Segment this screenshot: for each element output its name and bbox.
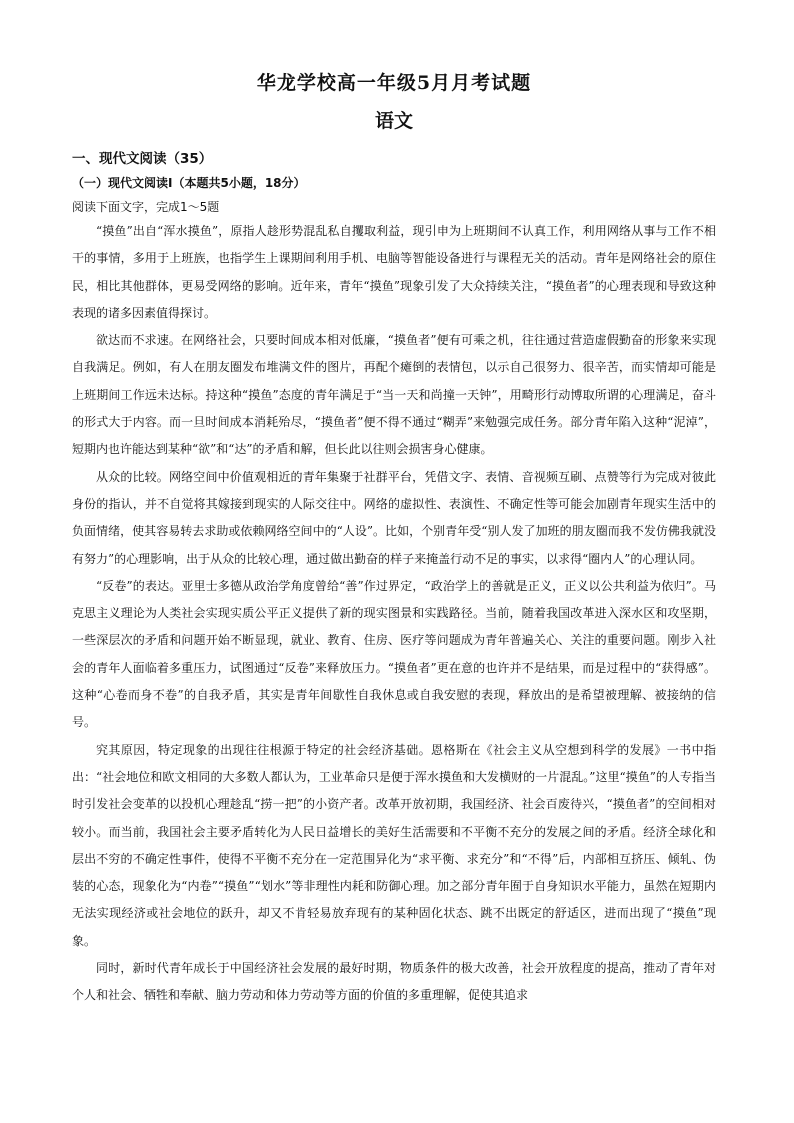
section-heading: 一、现代文阅读（35）: [72, 151, 213, 167]
subsection-heading: （一）现代文阅读Ⅰ（本题共5小题，18分）: [72, 176, 306, 190]
passage-paragraph: 欲达而不求速。在网络社会，只要时间成本相对低廉，“摸鱼者”便有可乘之机，往往通过营造虚假勤奋的形象来实现自我满足。例如，有人在朋友圈发布堆满文件的图片，再配个瘫倒的表情包，以示自己很努力、很辛苦，而实情却可能是上班期间工作远未达标。持这种“摸鱼”态度的青年满足于“当一天和尚撞一天钟”，用畸形行动博取所谓的心理满足，奋斗的形式大于内容。而一旦时间成本消耗殆尽，“摸鱼者”便不得不通过“糊弄”来勉强完成任务。部分青年陷入这种“泥淖”，短期内也许能达到某种“欲”和“达”的矛盾和解，但长此以往则会损害身心健康。: [72, 333, 716, 457]
exam-title: 华龙学校高一年级5月月考试题: [256, 72, 532, 94]
passage-paragraph: 同时，新时代青年成长于中国经济社会发展的最好时期，物质条件的极大改善，社会开放程度的提高，推动了青年对个人和社会、牺牲和奉献、脑力劳动和体力劳动等方面的价值的多重理解，促使其追求: [72, 961, 716, 1003]
passage-paragraph: 究其原因，特定现象的出现往往根源于特定的社会经济基础。恩格斯在《社会主义从空想到科学的发展》一书中指出：“社会地位和欧文相同的大多数人都认为，工业革命只是便于浑水摸鱼和大发横财的一片混乱。”这里“摸鱼”的人专指当时引发社会变革的以投机心理趁乱“捞一把”的小资产者。改革开放初期，我国经济、社会百废待兴，“摸鱼者”的空间相对较小。而当前，我国社会主要矛盾转化为人民日益增长的美好生活需要和不平衡不充分的发展之间的矛盾。经济全球化和层出不穷的不确定性事件，使得不平衡不充分在一定范围异化为“求平衡、求充分”和“不得”后，内部相互挤压、倾轧、伪装的心态，现象化为“内卷”“摸鱼”“划水”等非理性内耗和防御心理。加之部分青年囿于自身知识水平能力，虽然在短期内无法实现经济或社会地位的跃升，却又不肯轻易放弃现有的某种固化状态、跳不出既定的舒适区，进而出现了“摸鱼”现象。: [72, 742, 716, 948]
reading-passage: [72, 218, 716, 1010]
reading-instruction: 阅读下面文字，完成1～5题: [72, 200, 220, 214]
passage-paragraph: “摸鱼”出自“浑水摸鱼”，原指人趁形势混乱私自攫取利益，现引申为上班期间不认真工作，利用网络从事与工作不相干的事情，多用于上班族，也指学生上课期间利用手机、电脑等智能设备进行与课程无关的活动。青年是网络社会的原住民，相比其他群体，更易受网络的影响。近年来，青年“摸鱼”现象引发了大众持续关注，“摸鱼者”的心理表现和导致这种表现的诸多因素值得探讨。: [72, 224, 716, 320]
passage-paragraph: “反卷”的表达。亚里士多德从政治学角度曾给“善”作过界定，“政治学上的善就是正义，正义以公共利益为依归”。马克思主义理论为人类社会实现实质公平正义提供了新的现实图景和实践路径。当前，随着我国改革进入深水区和攻坚期，一些深层次的矛盾和问题开始不断显现，就业、教育、住房、医疗等问题成为青年普遍关心、关注的重要问题。刚步入社会的青年人面临着多重压力，试图通过“反卷”来释放压力。“摸鱼者”更在意的也许并不是结果，而是过程中的“获得感”。这种“心卷而身不卷”的自我矛盾，其实是青年间歇性自我休息或自我安慰的表现，释放出的是希望被理解、被接纳的信号。: [72, 578, 716, 730]
subject-title: 语文: [374, 110, 413, 132]
passage-paragraph: 从众的比较。网络空间中价值观相近的青年集聚于社群平台，凭借文字、表情、音视频互刷、点赞等行为完成对彼此身份的指认，并不自觉将其嫁接到现实的人际交往中。网络的虚拟性、表演性、不确定性等可能会加剧青年现实生活中的负面情绪，使其容易转去求助或依赖网络空间中的“人设”。比如，个别青年受“别人发了加班的朋友圈而我不发仿佛我就没有努力”的心理影响，出于从众的比较心理，通过做出勤奋的样子来掩盖行动不足的事实，以求得“圈内人”的心理认同。: [72, 469, 716, 566]
